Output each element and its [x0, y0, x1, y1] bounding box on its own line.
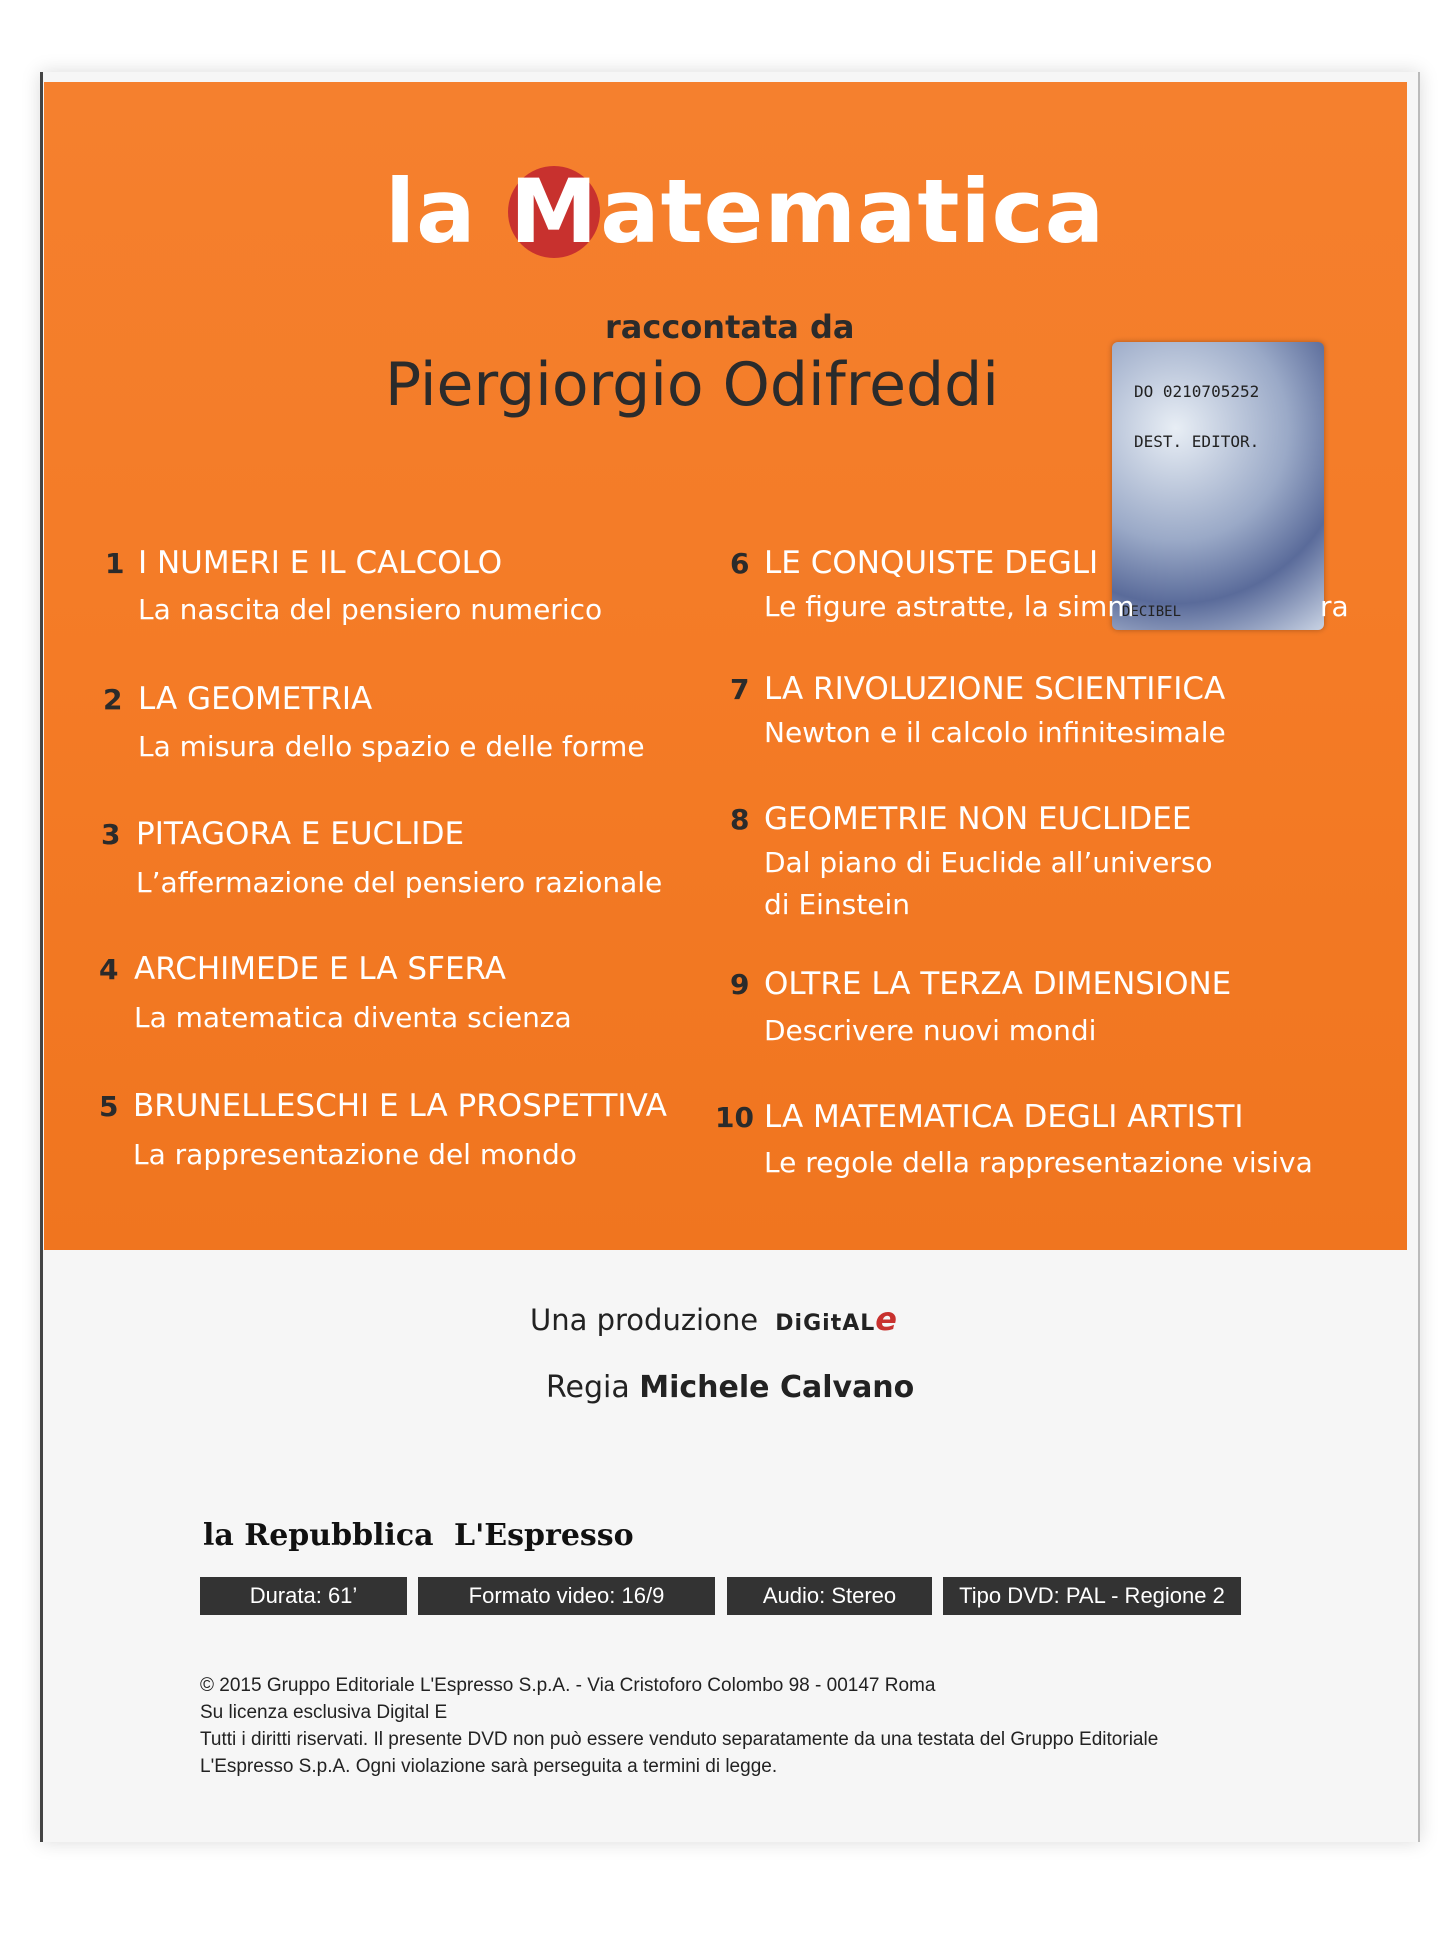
digital-logo-text: DiGitAL — [775, 1311, 876, 1336]
repubblica-logo: la Repubblica — [203, 1518, 434, 1553]
chapter-desc: La matematica diventa scienza — [134, 1001, 572, 1034]
spec-video-format: Formato video: 16/9 — [418, 1577, 715, 1615]
series-title — [385, 160, 1105, 263]
hologram-code: DO 0210705252 — [1134, 382, 1260, 401]
chapter-number: 7 — [730, 673, 750, 706]
chapter-number: 4 — [99, 953, 119, 986]
chapter-desc: La misura dello spazio e delle forme — [138, 730, 645, 763]
subtitle-narrated-by: raccontata da — [605, 308, 855, 346]
chapter-desc: La nascita del pensiero numerico — [138, 593, 603, 626]
chapter-title: LA RIVOLUZIONE SCIENTIFICA — [764, 671, 1226, 707]
chapter-title: LE CONQUISTE DEGLI — [764, 545, 1099, 581]
hologram-dest: DEST. EDITOR. — [1134, 432, 1260, 451]
chapter-title: ARCHIMEDE E LA SFERA — [134, 951, 507, 987]
spec-duration: Durata: 61’ — [200, 1577, 407, 1615]
director-credit — [546, 1370, 914, 1405]
title-m-logo: M — [509, 160, 599, 263]
chapter-title: PITAGORA E EUCLIDE — [136, 816, 465, 852]
copyright-line: © 2015 Gruppo Editoriale L'Espresso S.p.A. - Via Cristoforo Colombo 98 - 00147 Roma — [200, 1675, 936, 1696]
chapter-number: 3 — [101, 818, 121, 851]
chapter-number: 10 — [715, 1101, 754, 1134]
digital-logo-e: e — [875, 1300, 898, 1338]
title-prefix: la — [385, 160, 509, 263]
chapter-number: 9 — [730, 968, 750, 1001]
production-label: Una produzione — [530, 1303, 759, 1337]
chapter-title: OLTRE LA TERZA DIMENSIONE — [764, 966, 1232, 1002]
chapter-desc: Le regole della rappresentazione visiva — [764, 1146, 1313, 1179]
chapter-number: 1 — [105, 547, 125, 580]
chapter-desc: Le figure astratte, la simm — [764, 590, 1135, 623]
chapter-desc: Newton e il calcolo infinitesimale — [764, 716, 1226, 749]
digital-e-logo — [775, 1300, 898, 1338]
copyright-line: L'Espresso S.p.A. Ogni violazione sarà perseguita a termini di legge. — [200, 1756, 778, 1777]
chapter-desc: L’affermazione del pensiero razionale — [136, 866, 663, 899]
spec-audio: Audio: Stereo — [727, 1577, 932, 1615]
chapter-title: BRUNELLESCHI E LA PROSPETTIVA — [133, 1088, 668, 1124]
hologram-sticker — [1112, 342, 1324, 630]
chapter-desc: La rappresentazione del mondo — [133, 1138, 577, 1171]
chapter-title: LA MATEMATICA DEGLI ARTISTI — [764, 1099, 1244, 1135]
chapter-number: 2 — [103, 683, 123, 716]
espresso-logo: L'Espresso — [454, 1518, 634, 1553]
chapter-desc: Dal piano di Euclide all’universo — [764, 846, 1213, 879]
author-name: Piergiorgio Odifreddi — [385, 350, 999, 420]
chapter-title: I NUMERI E IL CALCOLO — [138, 545, 503, 581]
title-suffix: atematica — [600, 160, 1106, 263]
chapter-number: 5 — [99, 1090, 119, 1123]
production-credit — [530, 1300, 898, 1338]
chapter-title: GEOMETRIE NON EUCLIDEE — [764, 801, 1192, 837]
chapter-desc-tail: ra — [1320, 590, 1349, 623]
hologram-brand: DECIBEL — [1122, 604, 1182, 620]
spec-dvd-type: Tipo DVD: PAL - Regione 2 — [943, 1577, 1241, 1615]
chapter-number: 8 — [730, 803, 750, 836]
copyright-line: Su licenza esclusiva Digital E — [200, 1702, 448, 1723]
chapter-desc: Descrivere nuovi mondi — [764, 1014, 1097, 1047]
chapter-number: 6 — [730, 547, 750, 580]
director-label: Regia — [546, 1370, 630, 1405]
chapter-title: LA GEOMETRIA — [138, 681, 373, 717]
chapter-desc-line2: di Einstein — [764, 888, 910, 921]
director-name: Michele Calvano — [639, 1370, 915, 1405]
copyright-line: Tutti i diritti riservati. Il presente DVD non può essere venduto separatamente da una testata del Gruppo Editoriale — [200, 1729, 1159, 1750]
copyright-notice — [200, 1672, 1158, 1780]
publisher-logos — [203, 1518, 634, 1553]
